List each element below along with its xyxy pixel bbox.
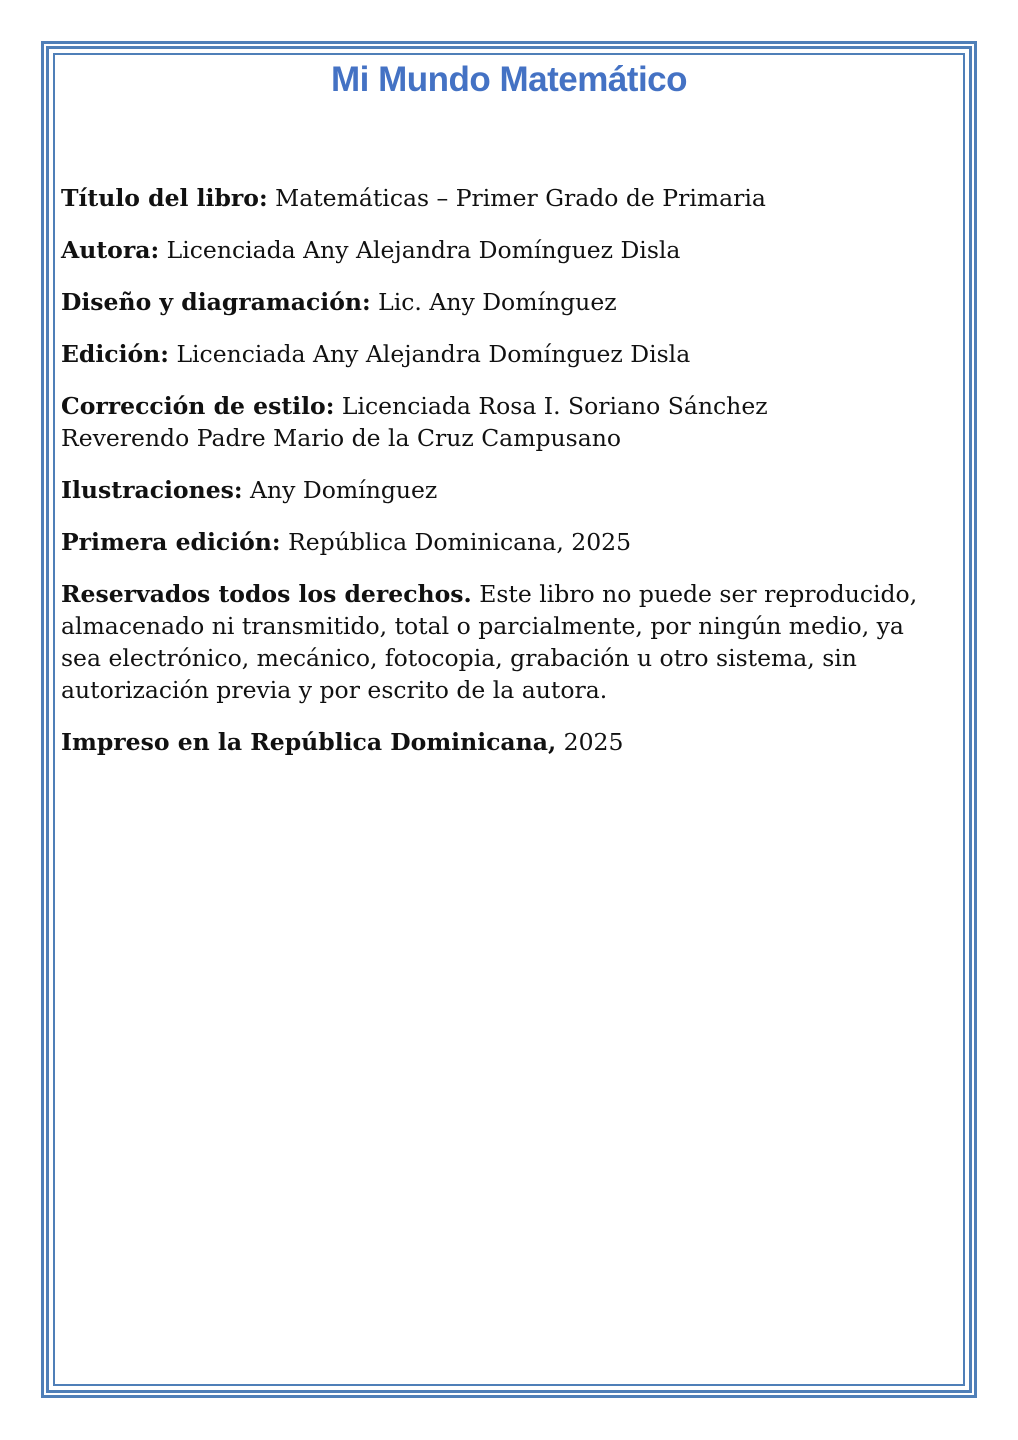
credit-style-correction [61, 390, 951, 454]
credit-label: Impreso en la República Dominicana, [61, 728, 557, 756]
credit-value: Any Domínguez [250, 476, 438, 504]
credit-value: Matemáticas – Primer Grado de Primaria [275, 184, 766, 212]
credit-value: Lic. Any Domínguez [378, 288, 617, 316]
credit-label: Ilustraciones: [61, 476, 243, 504]
credit-value-second-line: Reverendo Padre Mario de la Cruz Campusano [61, 424, 622, 452]
credit-value: Licenciada Any Alejandra Domínguez Disla [166, 236, 681, 264]
credits-list [61, 182, 951, 778]
page-title: Mi Mundo Matemático [330, 60, 688, 99]
credit-label: Corrección de estilo: [61, 392, 335, 420]
credit-label: Autora: [61, 236, 160, 264]
credit-design [61, 286, 951, 318]
credit-label: Primera edición: [61, 528, 281, 556]
credit-value: Licenciada Rosa I. Soriano Sánchez [341, 392, 768, 420]
credit-label: Reservados todos los derechos. [61, 580, 472, 608]
credit-book-title [61, 182, 951, 214]
credit-printed-in [61, 726, 951, 758]
credit-first-edition [61, 526, 951, 558]
credit-label: Edición: [61, 340, 169, 368]
credit-label: Diseño y diagramación: [61, 288, 371, 316]
credit-author [61, 234, 951, 266]
credit-rights-reserved [61, 578, 951, 706]
credit-value: Este libro no puede ser reproducido, almacenado ni transmitido, total o parcialmente, por ningún medio, ya sea electrónico, mecánico, fotocopia, grabación u otro sistema, sin autorización previa y por escrito de la autora. [61, 580, 918, 704]
credit-illustrations [61, 474, 951, 506]
credit-value: República Dominicana, 2025 [288, 528, 632, 556]
credit-label: Título del libro: [61, 184, 268, 212]
credit-edition [61, 338, 951, 370]
credit-value: 2025 [563, 728, 624, 756]
credit-value: Licenciada Any Alejandra Domínguez Disla [176, 340, 691, 368]
